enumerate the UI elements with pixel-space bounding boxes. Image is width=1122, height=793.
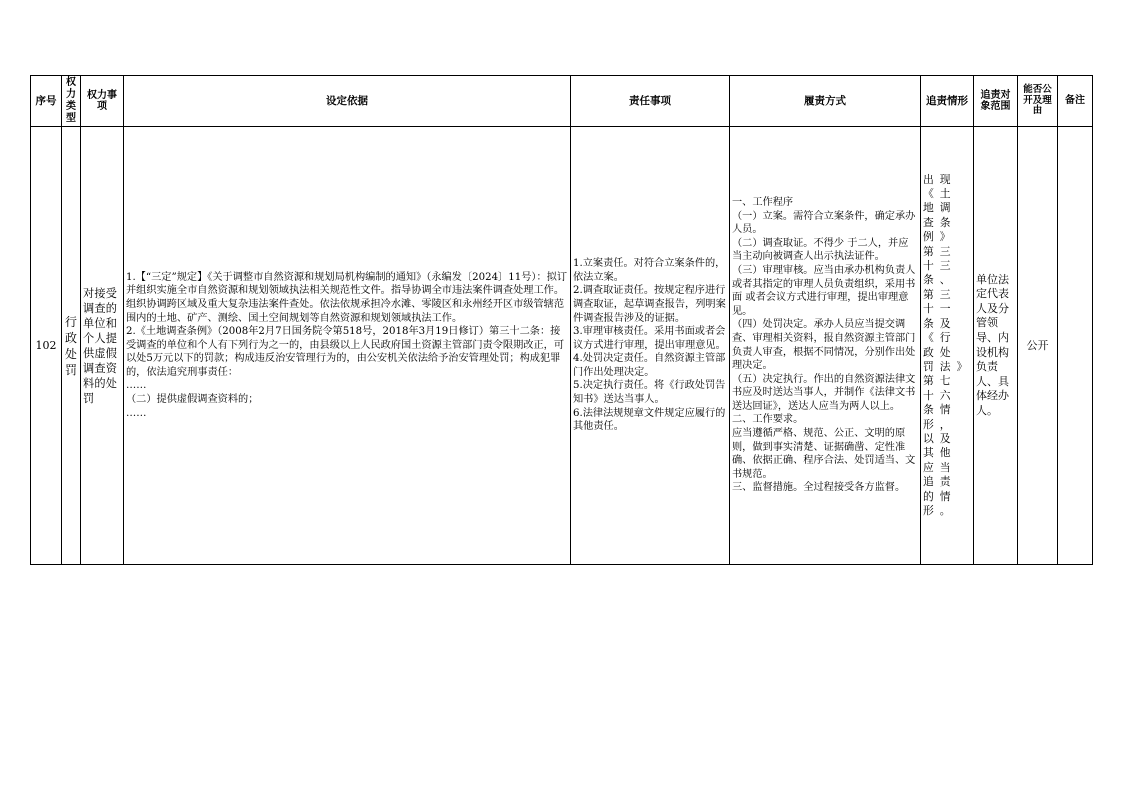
header-row (31, 76, 1093, 127)
table-row (31, 127, 1093, 565)
cell-responsibility: 1.立案责任。对符合立案条件的，依法立案。 2.调查取证责任。按规定程序进行调查取证，起草调查报告，列明案件调查报告涉及的证据。 3.审理审核责任。采用书面或者会议方式进行审理，提出审理意见。 4.处罚决定责任。自然资源主管部门作出处理决定。 5.决定执行责任。将《行政处罚告知书》送达当事人。 6.法律法规规章文件规定应履行的其他责任。 (571, 127, 730, 565)
cell-seq: 102 (31, 127, 62, 565)
header-remark: 备注 (1058, 76, 1093, 127)
header-disclosure: 能否公开及理由 (1018, 76, 1058, 127)
cell-disclosure: 公开 (1018, 127, 1058, 565)
header-power-type: 权力类型 (62, 76, 81, 127)
cell-remark (1058, 127, 1093, 565)
header-seq: 序号 (31, 76, 62, 127)
cell-pursue: 出现《土地调查条例》第三十三条、第三十一条及《行政处罚法》第七十六条情形，以及其他应当追责的情形。 (921, 127, 974, 565)
header-method: 履责方式 (730, 76, 921, 127)
cell-scope: 单位法定代表人及分管领导、内设机构负责人、具体经办人。 (974, 127, 1018, 565)
header-pursue: 追责情形 (921, 76, 974, 127)
header-basis: 设定依据 (124, 76, 571, 127)
cell-power-item: 对接受调查的单位和个人提供虚假调查资料的处罚 (81, 127, 124, 565)
header-scope: 追责对象范围 (974, 76, 1018, 127)
cell-power-type: 行政处罚 (62, 127, 81, 565)
cell-method: 一、工作程序 （一）立案。需符合立案条件，确定承办人员。 （二）调查取证。不得少 于二人，并应当主动向被调查人出示执法证件。 （三）审理审核。应当由承办机构负责人或者其指定的审理人员负责组织，采用书面 或者会议方式进行审理，提出审理意见。 （四）处罚决定。承办人员应当提交调查、审理相关资料，报自然资源主管部门负责人审查，根据不同情况，分别作出处理决定。 （五）决定执行。作出的自然资源法律文书应及时送达当事人，并制作《法律文书送达回证》，送达人应当为两人以上。 二、工作要求。 应当遵循严格、规范、公正、文明的原则，做到事实清楚、证据确凿、定性准确、依据正确、程序合法、处罚适当、文书规范。 三、监督措施。全过程接受各方监督。 (730, 127, 921, 565)
header-power-item: 权力事项 (81, 76, 124, 127)
cell-basis: 1.【“三定”规定】《关于调整市自然资源和规划局机构编制的通知》（永编发〔2024〕11号）：拟订并组织实施全市自然资源和规划领域执法相关规范性文件。指导协调全市违法案件调查处理工作。组织协调跨区域及重大复杂违法案件查处。依法依规承担冷水滩、零陵区和永州经开区市级管辖范围内的土地、矿产、测绘、国土空间规划等自然资源和规划领域执法工作。 2.《土地调查条例》（2008年2月7日国务院令第518号，2018年3月19日修订）第三十二条：接受调查的单位和个人有下列行为之一的，由县级以上人民政府国土资源主管部门责令限期改正，可以处5万元以下的罚款；构成违反治安管理行为的，由公安机关依法给予治安管理处罚；构成犯罪的，依法追究刑事责任： …… （二）提供虚假调查资料的； …… (124, 127, 571, 565)
header-responsibility: 责任事项 (571, 76, 730, 127)
power-list-table (30, 75, 1093, 565)
